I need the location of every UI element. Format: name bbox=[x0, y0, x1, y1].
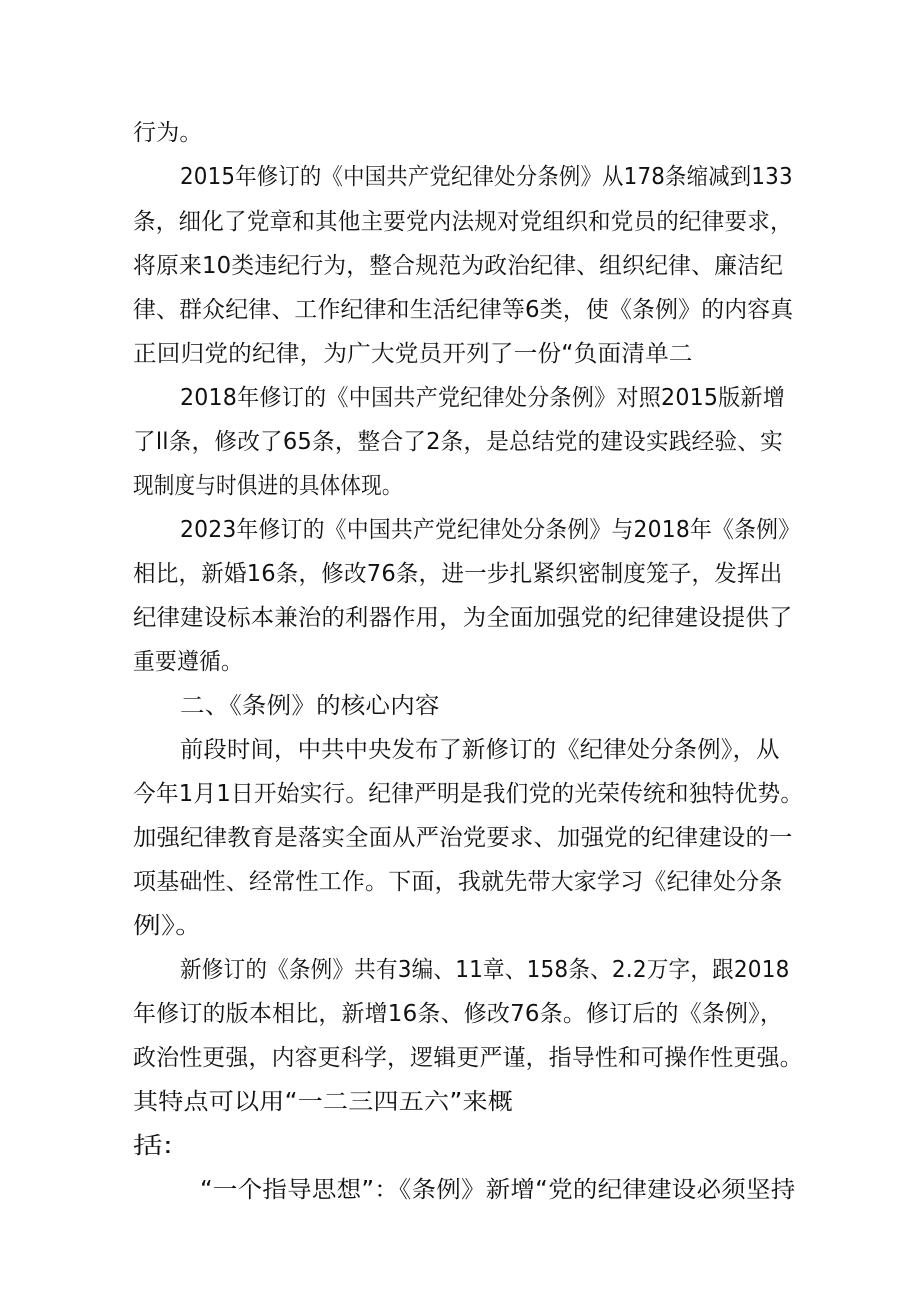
text-line-13: 重要遵循。 bbox=[133, 649, 243, 675]
text-line-10: 2023年修订的《中国共产党纪律处分条例》与2018年《条例》 bbox=[180, 517, 801, 543]
text-line-1: 行为。 bbox=[133, 120, 203, 146]
text-line-2: 2015年修订的《中国共产党纪律处分条例》从178条缩减到133 bbox=[180, 164, 793, 190]
text-line-4: 将原来10类违纪行为，整合规范为政治纪律、组织纪律、廉洁纪 bbox=[133, 253, 784, 279]
text-line-19: 例》。 bbox=[133, 913, 204, 939]
text-line-24: 括: bbox=[133, 1133, 174, 1159]
text-line-20: 新修订的《条例》共有3编、11章、158条、2.2万字，跟2018 bbox=[180, 957, 790, 983]
text-line-6: 正回归党的纪律，为广大党员开列了一份“负面清单二 bbox=[133, 341, 693, 367]
text-line-18: 项基础性、经常性工作。下面，我就先带大家学习《纪律处分条 bbox=[133, 869, 783, 895]
text-line-25: “一个指导思想”：《条例》新增“党的纪律建设必须坚持 bbox=[200, 1177, 796, 1203]
text-line-9: 现制度与时俱进的具体体现。 bbox=[133, 473, 403, 499]
text-line-12: 纪律建设标本兼治的利器作用，为全面加强党的纪律建设提供了 bbox=[133, 605, 793, 631]
text-line-3: 条，细化了党章和其他主要党内法规对党组织和党员的纪律要求， bbox=[133, 209, 793, 235]
section-heading: 二、《条例》的核心内容 bbox=[180, 693, 440, 719]
text-line-11: 相比，新婚16条，修改76条，进一步扎紧织密制度笼子，发挥出 bbox=[133, 561, 783, 587]
text-line-23: 其特点可以用“一二三四五六”来概 bbox=[133, 1089, 514, 1115]
text-line-16: 今年1月1日开始实行。纪律严明是我们党的光荣传统和独特优势。 bbox=[133, 781, 804, 807]
text-line-22: 政治性更强，内容更科学，逻辑更严谨，指导性和可操作性更强。 bbox=[133, 1045, 803, 1071]
text-line-8: 了ll条，修改了65条，整合了2条，是总结党的建设实践经验、实 bbox=[133, 429, 783, 455]
text-line-5: 律、群众纪律、工作纪律和生活纪律等6类，使《条例》的内容真 bbox=[133, 297, 794, 323]
text-line-7: 2018年修订的《中国共产党纪律处分条例》对照2015版新增 bbox=[180, 385, 786, 411]
text-line-21: 年修订的版本相比，新增16条、修改76条。修订后的《条例》， bbox=[133, 1001, 784, 1027]
text-line-17: 加强纪律教育是落实全面从严治党要求、加强党的纪律建设的一 bbox=[133, 825, 793, 851]
text-line-15: 前段时间，中共中央发布了新修订的《纪律处分条例》，从 bbox=[180, 737, 780, 763]
